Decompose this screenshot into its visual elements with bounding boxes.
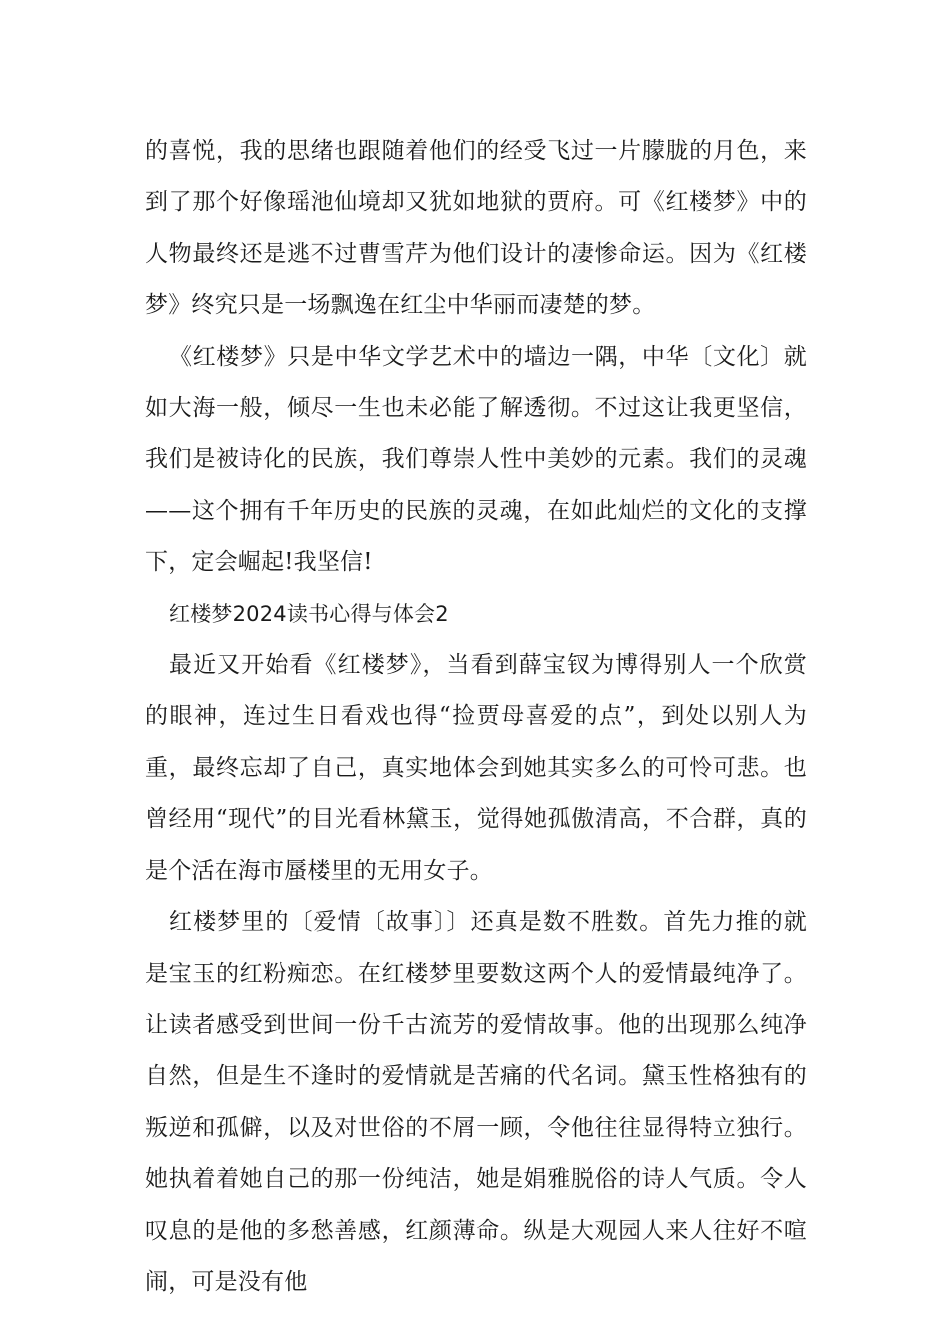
section-heading: 红楼梦2024读书心得与体会2 (169, 601, 449, 626)
paragraph-baochai-daiyu: 最近又开始看《红楼梦》，当看到薛宝钗为博得别人一个欣赏的眼神，连过生日看戏也得“捡贾母喜爱的点”，到处以别人为重，最终忘却了自己，真实地体会到她其实多么的可怜可悲。也曾经用“现代”的目光看林黛玉，觉得她孤傲清高，不合群，真的是个活在海市蜃楼里的无用女子。 (145, 652, 807, 884)
paragraph-culture: 《红楼梦》只是中华文学艺术中的墙边一隅，中华〔文化〕就如大海一般，倾尽一生也未必能了解透彻。不过这让我更坚信，我们是被诗化的民族，我们尊崇人性中美妙的元素。我们的灵魂——这个拥有千年历史的民族的灵魂，在如此灿烂的文化的支撑下，定会崛起!我坚信! (145, 343, 807, 576)
document-body (145, 126, 807, 1308)
paragraph-love-stories: 红楼梦里的〔爱情〔故事〕〕还真是数不胜数。首先力推的就是宝玉的红粉痴恋。在红楼梦里要数这两个人的爱情最纯净了。让读者感受到世间一份千古流芳的爱情故事。他的出现那么纯净自然，但是生不逢时的爱情就是苦痛的代名词。黛玉性格独有的叛逆和孤僻，以及对世俗的不屑一顾，令他往往显得特立独行。她执着着她自己的那一份纯洁，她是娟雅脱俗的诗人气质。令人叹息的是他的多愁善感，红颜薄命。纵是大观园人来人往好不喧闹，可是没有他 (145, 909, 807, 1295)
paragraph-continuation: 的喜悦，我的思绪也跟随着他们的经受飞过一片朦胧的月色，来到了那个好像瑶池仙境却又犹如地狱的贾府。可《红楼梦》中的人物最终还是逃不过曹雪芹为他们设计的凄惨命运。因为《红楼梦》终究只是一场飘逸在红尘中华丽而凄楚的梦。 (145, 138, 807, 319)
